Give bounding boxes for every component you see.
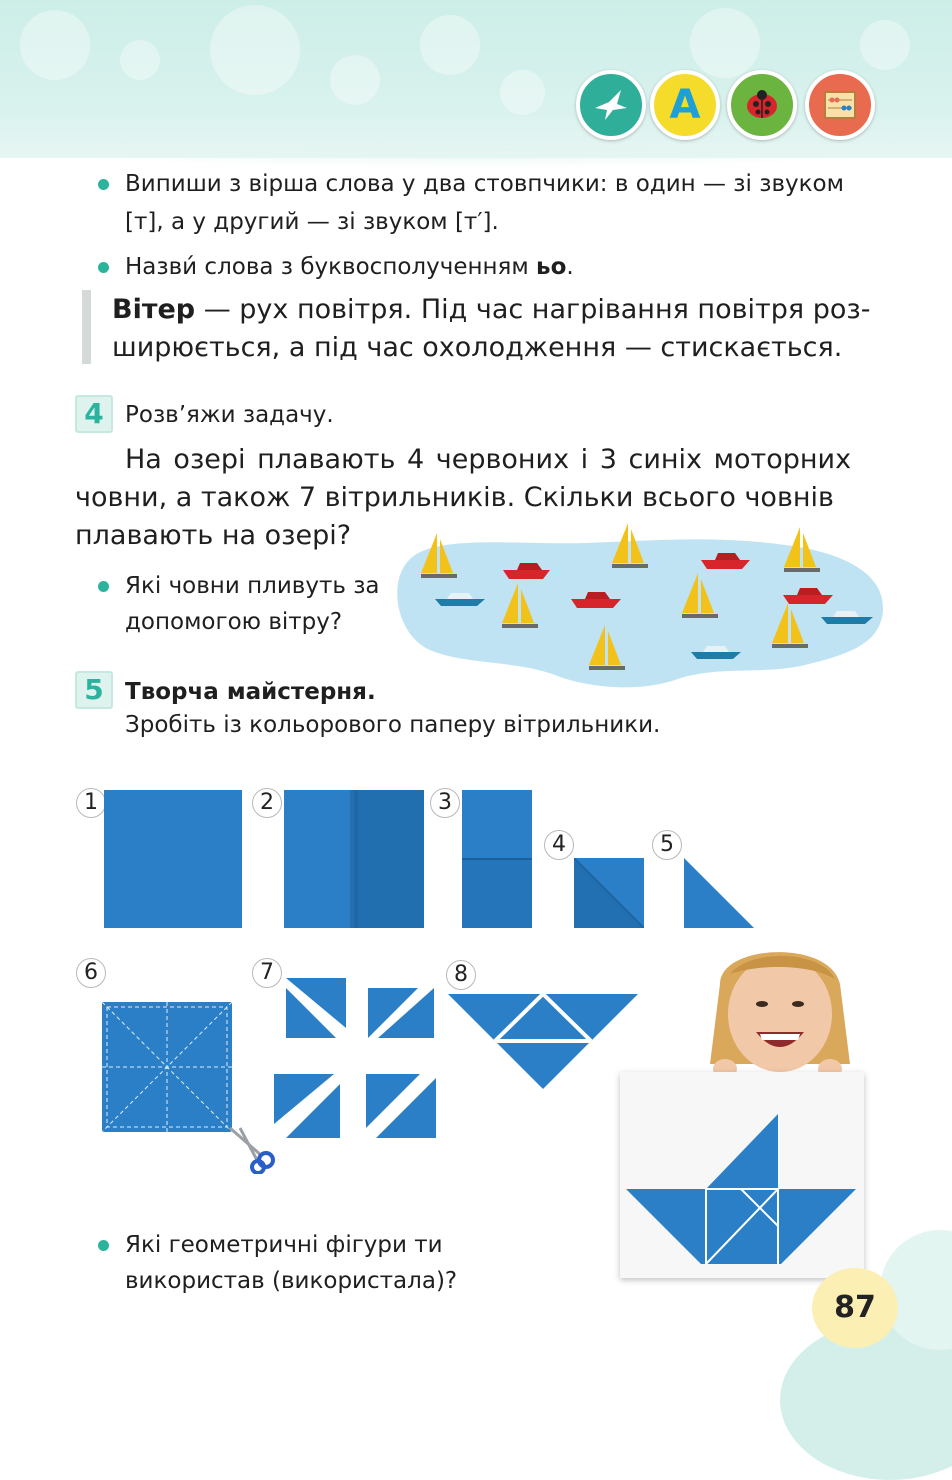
header-band	[0, 0, 952, 158]
definition-term: Вітер	[112, 294, 196, 325]
ladybug-icon	[727, 70, 797, 140]
task-4-question-line-1: Які човни пливуть за	[125, 573, 380, 599]
bullet-dot	[98, 581, 109, 592]
paper-fold-step-4	[574, 858, 644, 928]
task-number-4: 4	[75, 395, 113, 433]
task-5-title: Творча майстерня.	[125, 679, 376, 705]
step-number: 6	[76, 958, 106, 988]
paper-pieces-step-7	[274, 978, 440, 1138]
definition-line-2: ширюється, а під час охолодження — стискається.	[112, 332, 843, 363]
task-5-question-line-2: використав (використала)?	[125, 1268, 458, 1294]
bird-icon	[576, 70, 646, 140]
task-4-question-line-2: допомогою вітру?	[125, 609, 343, 635]
bullet-2-tail: .	[566, 254, 574, 280]
abacus-icon	[805, 70, 875, 140]
page-number: 87	[812, 1268, 898, 1348]
step-number: 2	[252, 788, 282, 818]
step-number: 1	[76, 788, 106, 818]
task-number-5: 5	[75, 671, 113, 709]
paper-fold-step-2	[284, 790, 424, 928]
bullet-1-line-1: Випиши з вірша слова у два стовпчики: в один — зі звуком	[125, 171, 844, 197]
scissors-icon	[228, 1126, 280, 1174]
letter-a-label: A	[669, 82, 701, 128]
bullet-dot	[98, 179, 109, 190]
paper-fold-step-5	[684, 858, 754, 928]
paper-fold-step-6	[102, 1002, 232, 1132]
lake-illustration	[385, 515, 890, 695]
bullet-1-line-2: [т], а у другий — зі звуком [т′].	[125, 209, 499, 235]
bullet-dot	[98, 262, 109, 273]
step-number: 7	[252, 958, 282, 988]
bullet-dot	[98, 1240, 109, 1251]
task-4-line-3: плавають на озері?	[75, 520, 352, 551]
task-4-instruction: Розв’яжи задачу.	[125, 402, 334, 428]
bullet-2	[125, 248, 574, 286]
step-number: 4	[544, 830, 574, 860]
girl-photo	[690, 944, 870, 1084]
paper-boat-hull-step-8	[448, 994, 638, 1092]
bullet-2-bold: ьо	[536, 254, 567, 280]
paper-sailboat-result	[626, 1114, 856, 1264]
task-4-line-1: На озері плавають 4 червоних і 3 синіх моторних	[125, 444, 852, 475]
definition-bar	[82, 290, 91, 364]
task-5-instruction: Зробіть із кольорового паперу вітрильники.	[125, 712, 661, 738]
definition-line-1	[112, 290, 870, 330]
step-number: 3	[430, 788, 460, 818]
step-number: 5	[652, 830, 682, 860]
step-number: 8	[446, 960, 476, 990]
paper-square-step-1	[104, 790, 242, 928]
paper-fold-step-3	[462, 790, 532, 928]
letter-a-icon	[650, 70, 720, 140]
definition-line-1-rest: — рух повітря. Під час нагрівання повітря роз-	[195, 294, 871, 325]
bullet-2-text: Назви́ слова з буквосполученням	[125, 254, 537, 280]
task-5-question-line-1: Які геометричні фігури ти	[125, 1232, 443, 1258]
task-4-line-2: човни, а також 7 вітрильників. Скільки всього човнів	[75, 482, 834, 513]
